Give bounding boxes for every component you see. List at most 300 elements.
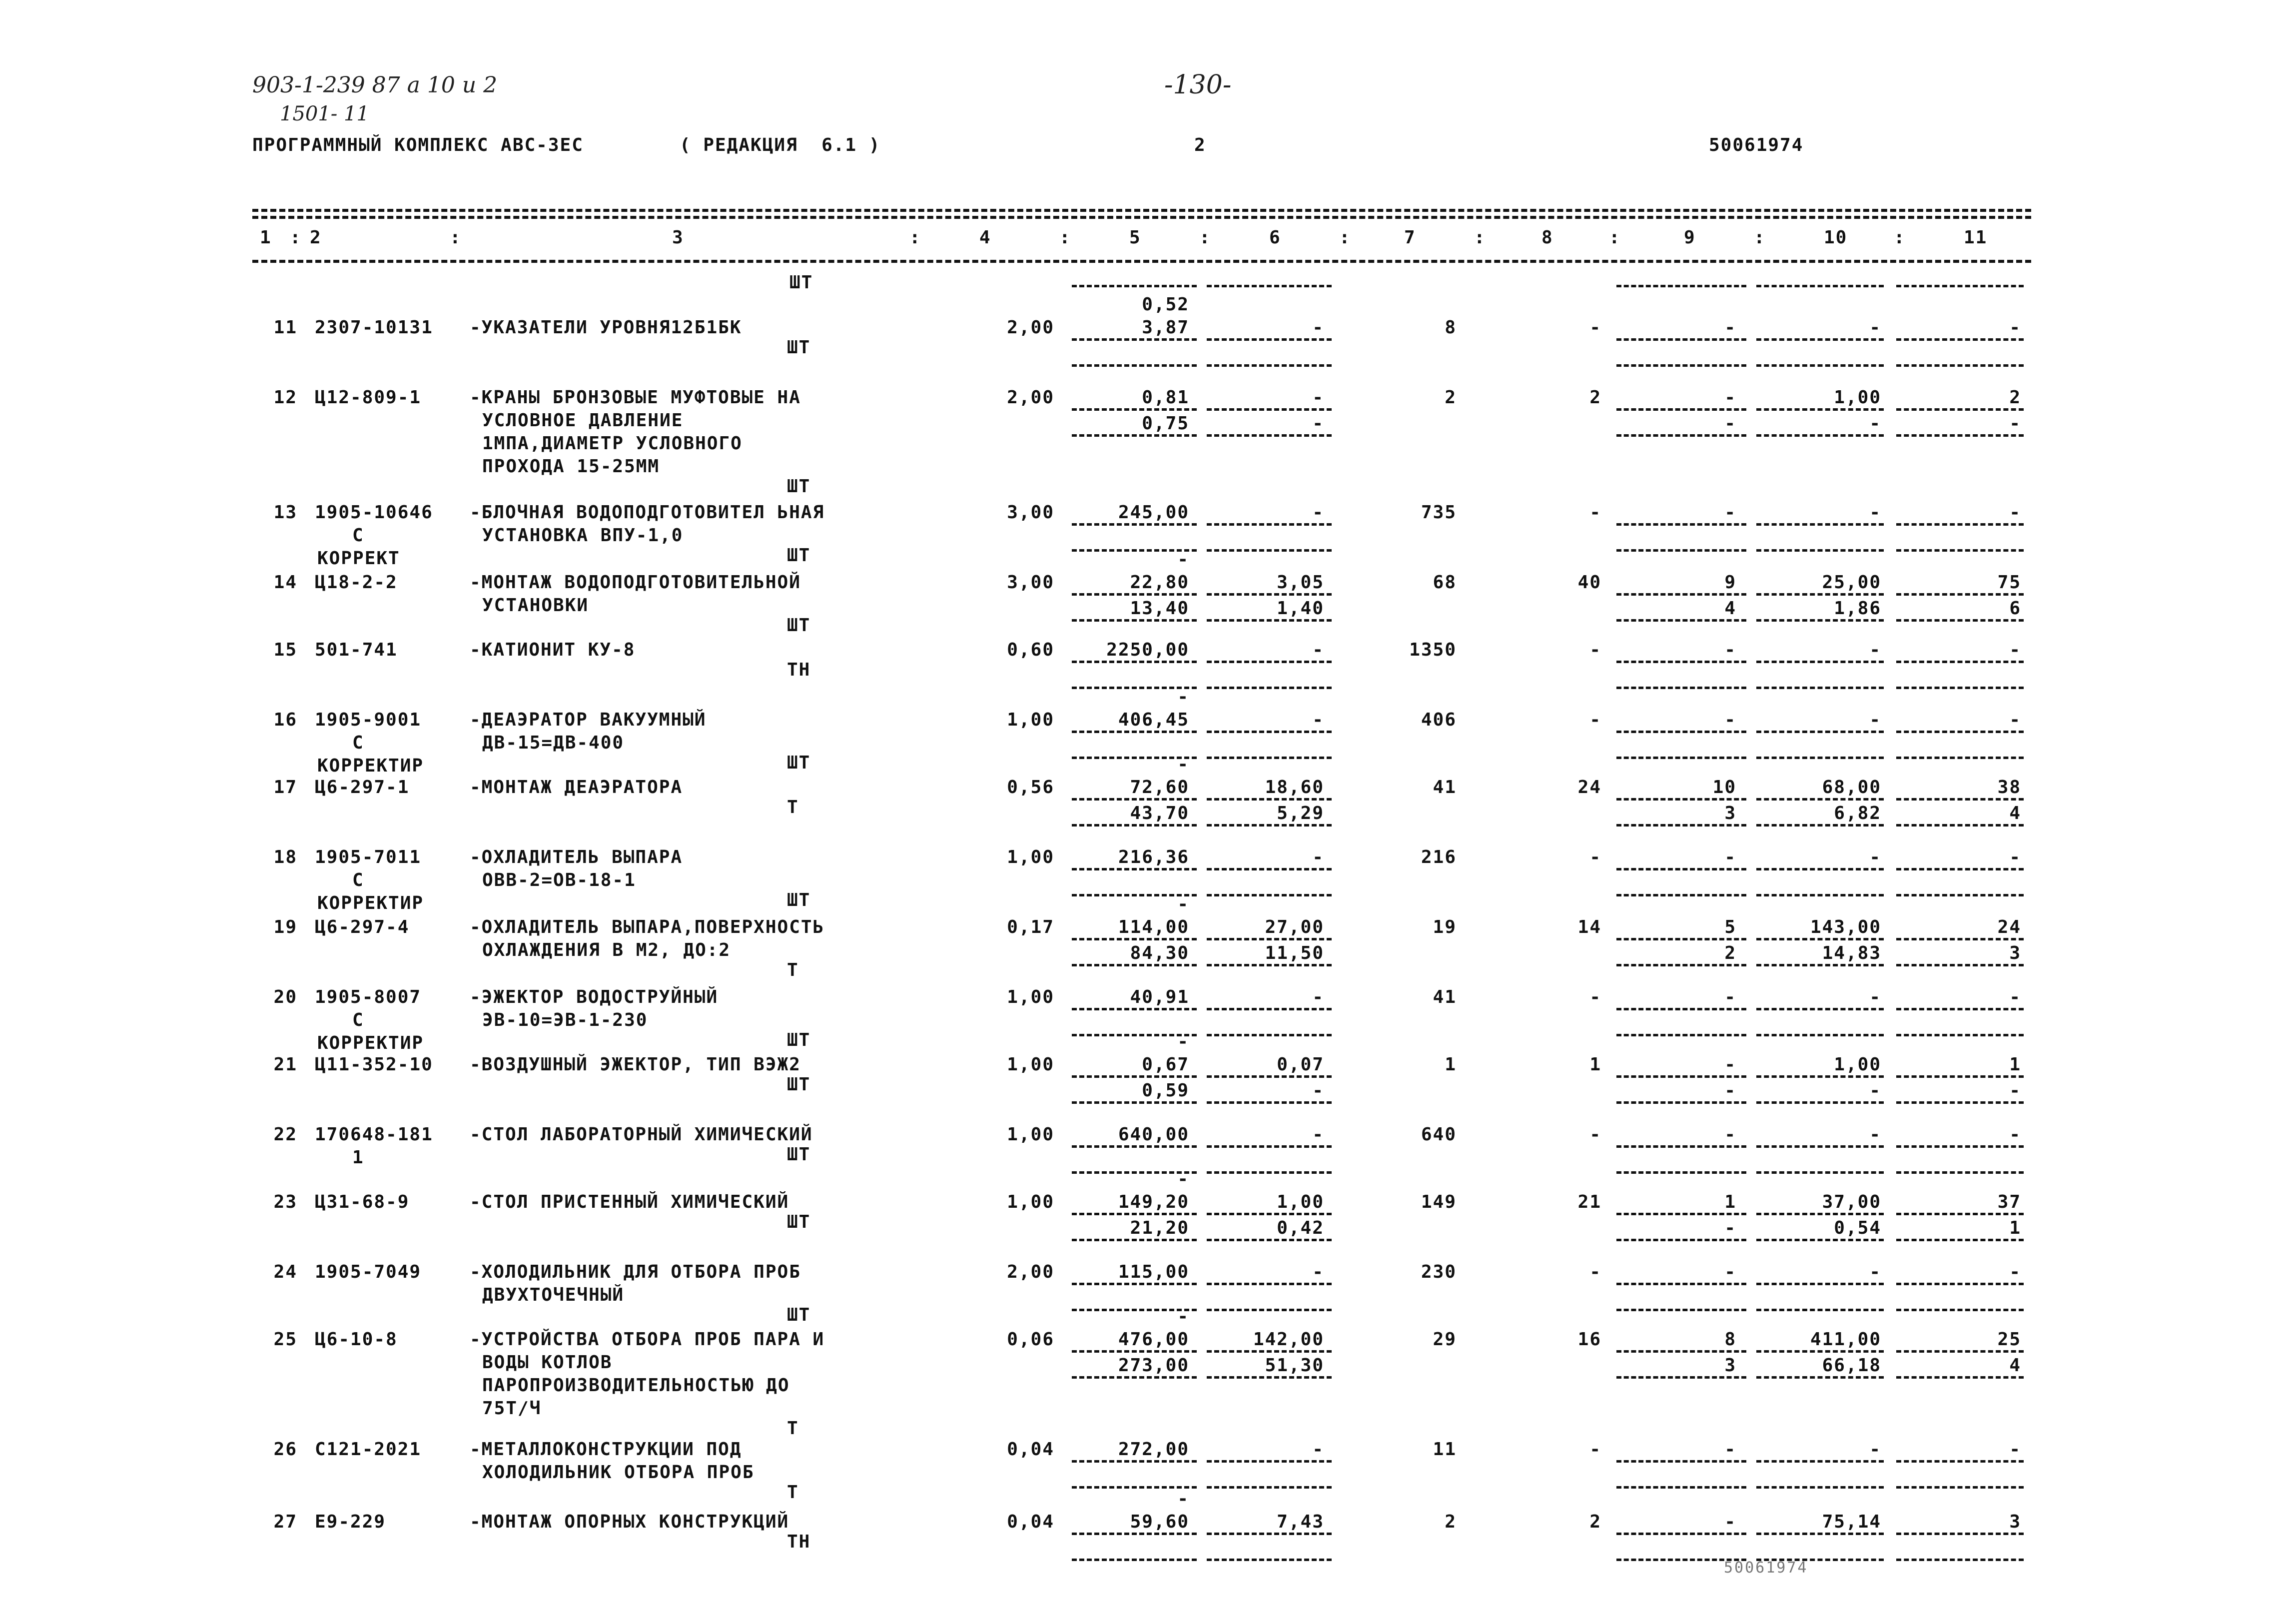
row-correction-label: КОРРЕКТИР xyxy=(317,1033,424,1053)
cell-underline xyxy=(1207,964,1332,966)
labor-secondary-cell: 6,82 xyxy=(1834,803,1881,823)
total-labor-secondary-cell: 4 xyxy=(2009,803,2021,823)
total-labor-cell: - xyxy=(2009,317,2021,338)
cell-underline xyxy=(1207,434,1332,437)
labor-cell: - xyxy=(1869,1262,1881,1282)
cell-underline xyxy=(1616,364,1746,367)
row-unit: ШТ xyxy=(787,1212,811,1232)
column-header-11: 11 xyxy=(1964,227,1988,248)
row-code: Ц6-297-1 xyxy=(315,777,410,798)
column-header-9: 9 xyxy=(1684,227,1696,248)
wage-cell: 1 xyxy=(1589,1054,1601,1075)
operation-secondary-cell: 11,50 xyxy=(1265,943,1324,963)
cell-underline xyxy=(1207,1486,1332,1489)
cell-underline xyxy=(1756,593,1884,596)
total-labor-cell: - xyxy=(2009,847,2021,867)
column-separator: : xyxy=(1894,227,1906,248)
unit-price-cell: 0,81 xyxy=(1142,387,1189,408)
cell-underline xyxy=(1616,549,1746,552)
cell-underline xyxy=(1072,434,1197,437)
total-labor-cell: 2 xyxy=(2009,387,2021,408)
price-upper-cell: - xyxy=(1177,1031,1189,1052)
row-code: Е9-229 xyxy=(315,1512,386,1532)
quantity-cell: 0,04 xyxy=(1007,1512,1054,1532)
price-secondary-cell: 273,00 xyxy=(1118,1355,1189,1376)
row-number: 15 xyxy=(273,640,297,660)
row-unit: ШТ xyxy=(787,753,811,773)
labor-secondary-cell: 14,83 xyxy=(1822,943,1881,963)
labor-cell: - xyxy=(1869,1124,1881,1145)
cell-underline xyxy=(1072,593,1197,596)
machine-cell: - xyxy=(1724,1262,1736,1282)
cell-underline xyxy=(1207,1101,1332,1104)
labor-secondary-cell: - xyxy=(1869,1080,1881,1101)
labor-cell: 1,00 xyxy=(1834,387,1881,408)
unit-price-cell: 476,00 xyxy=(1118,1329,1189,1350)
cell-underline xyxy=(1896,1145,2024,1148)
cell-underline xyxy=(1896,938,2024,940)
machine-cell: - xyxy=(1724,1124,1736,1145)
cell-underline xyxy=(1756,1376,1884,1379)
row-code: 1905-7049 xyxy=(315,1262,422,1282)
machine-secondary-cell: 4 xyxy=(1724,598,1736,619)
cell-underline xyxy=(1896,593,2024,596)
row-number: 19 xyxy=(273,917,297,937)
row-code: 1905-9001 xyxy=(315,710,422,730)
total-labor-cell: - xyxy=(2009,987,2021,1007)
cell-underline xyxy=(1072,868,1197,870)
quantity-cell: 1,00 xyxy=(1007,1124,1054,1145)
unit-price-cell: 216,36 xyxy=(1118,847,1189,867)
cell-underline xyxy=(1072,408,1197,411)
machine-cell: - xyxy=(1724,640,1736,660)
cell-underline xyxy=(1896,687,2024,689)
operation-cost-cell: - xyxy=(1312,502,1324,523)
row-code: Ц31-68-9 xyxy=(315,1192,410,1212)
cell-underline xyxy=(1616,1213,1746,1215)
column-separator: : xyxy=(1474,227,1486,248)
row-unit: ШТ xyxy=(787,1144,811,1165)
cell-underline xyxy=(1756,687,1884,689)
total-cost-cell: 41 xyxy=(1433,777,1457,798)
unit-price-cell: 22,80 xyxy=(1130,572,1189,593)
machine-cell: - xyxy=(1724,847,1736,867)
cell-underline xyxy=(1072,964,1197,966)
machine-cell: 9 xyxy=(1724,572,1736,593)
labor-secondary-cell: 66,18 xyxy=(1822,1355,1881,1376)
row-name-line: ЭВ-10=ЭВ-1-230 xyxy=(482,1010,648,1030)
total-cost-cell: 68 xyxy=(1433,572,1457,593)
cell-underline xyxy=(1072,364,1197,367)
machine-cell: 10 xyxy=(1712,777,1736,798)
cell-underline xyxy=(1756,964,1884,966)
total-cost-cell: 8 xyxy=(1445,317,1457,338)
cell-underline xyxy=(1756,619,1884,622)
total-labor-secondary-cell: - xyxy=(2009,1080,2021,1101)
cell-underline xyxy=(1072,285,1197,287)
cell-underline xyxy=(1072,1101,1197,1104)
header-rule xyxy=(252,260,2031,263)
cell-underline xyxy=(1896,824,2024,826)
cell-underline xyxy=(1616,285,1746,287)
total-labor-secondary-cell: 6 xyxy=(2009,598,2021,619)
cell-underline xyxy=(1896,1075,2024,1078)
unit-price-cell: 149,20 xyxy=(1118,1192,1189,1212)
row-unit: Т xyxy=(787,797,799,817)
row-name-line: 1МПА,ДИАМЕТР УСЛОВНОГО xyxy=(482,433,743,454)
row-name-line: ВОДЫ КОТЛОВ xyxy=(482,1352,613,1373)
cell-underline xyxy=(1072,798,1197,801)
labor-cell: 37,00 xyxy=(1822,1192,1881,1212)
total-labor-secondary-cell: 1 xyxy=(2009,1218,2021,1238)
cell-underline xyxy=(1756,1350,1884,1353)
row-code-suffix: 1 xyxy=(352,1147,364,1168)
cell-underline xyxy=(1616,1460,1746,1463)
machine-cell: 1 xyxy=(1724,1192,1736,1212)
cell-underline xyxy=(1896,1559,2024,1561)
labor-cell: 75,14 xyxy=(1822,1512,1881,1532)
total-labor-cell: 24 xyxy=(1997,917,2021,937)
labor-secondary-cell: - xyxy=(1869,413,1881,434)
row-number: 27 xyxy=(273,1512,297,1532)
row-number: 17 xyxy=(273,777,297,798)
cell-underline xyxy=(1072,1283,1197,1285)
machine-cell: 8 xyxy=(1724,1329,1736,1350)
unit-price-cell: 40,91 xyxy=(1130,987,1189,1007)
operation-cost-cell: 1,00 xyxy=(1277,1192,1324,1212)
cell-underline xyxy=(1896,364,2024,367)
cell-underline xyxy=(1616,1145,1746,1148)
cell-underline xyxy=(1616,1008,1746,1010)
labor-cell: - xyxy=(1869,987,1881,1007)
cell-underline xyxy=(1756,408,1884,411)
labor-cell: - xyxy=(1869,640,1881,660)
machine-cell: - xyxy=(1724,1054,1736,1075)
cell-underline xyxy=(1756,661,1884,663)
operation-cost-cell: 3,05 xyxy=(1277,572,1324,593)
row-code: Ц6-10-8 xyxy=(315,1329,398,1350)
row-number: 24 xyxy=(273,1262,297,1282)
wage-cell: 16 xyxy=(1577,1329,1601,1350)
row-code: 501-741 xyxy=(315,640,398,660)
total-cost-cell: 2 xyxy=(1445,387,1457,408)
cell-underline xyxy=(1072,731,1197,733)
row-unit: ШТ xyxy=(787,615,811,636)
cell-underline xyxy=(1756,731,1884,733)
row-name-line: -БЛОЧНАЯ ВОДОПОДГОТОВИТЕЛ ЬНАЯ xyxy=(470,502,825,523)
column-separator: : xyxy=(909,227,921,248)
labor-cell: - xyxy=(1869,1439,1881,1460)
top-rule xyxy=(252,209,2031,212)
operation-cost-cell: - xyxy=(1312,710,1324,730)
cell-underline xyxy=(1616,338,1746,341)
cell-underline xyxy=(1756,523,1884,526)
cell-underline xyxy=(1616,894,1746,896)
operation-secondary-cell: 1,40 xyxy=(1277,598,1324,619)
cell-underline xyxy=(1896,1309,2024,1311)
cell-underline xyxy=(1756,338,1884,341)
cell-underline xyxy=(1207,593,1332,596)
cell-underline xyxy=(1207,364,1332,367)
unit-price-cell: 272,00 xyxy=(1118,1439,1189,1460)
row-name-line: -ОХЛАДИТЕЛЬ ВЫПАРА xyxy=(470,847,683,867)
cell-underline xyxy=(1072,523,1197,526)
row-code-suffix: С xyxy=(352,733,364,753)
row-code-suffix: С xyxy=(352,1010,364,1030)
operation-cost-cell: - xyxy=(1312,1262,1324,1282)
total-labor-cell: 75 xyxy=(1997,572,2021,593)
row-name-line: -ДЕАЭРАТОР ВАКУУМНЫЙ xyxy=(470,710,707,730)
cell-underline xyxy=(1616,687,1746,689)
labor-secondary-cell: 1,86 xyxy=(1834,598,1881,619)
quantity-cell: 0,56 xyxy=(1007,777,1054,798)
cell-underline xyxy=(1756,1101,1884,1104)
cell-underline xyxy=(1756,285,1884,287)
cell-underline xyxy=(1756,434,1884,437)
cell-underline xyxy=(1072,338,1197,341)
cell-underline xyxy=(1896,1533,2024,1535)
handwritten-sheet: 1501- 11 xyxy=(280,102,369,125)
total-labor-cell: - xyxy=(2009,1262,2021,1282)
row-number: 23 xyxy=(273,1192,297,1212)
price-secondary-cell: 43,70 xyxy=(1130,803,1189,823)
wage-cell: - xyxy=(1589,987,1601,1007)
machine-secondary-cell: - xyxy=(1724,1218,1736,1238)
edition-label: ( РЕДАКЦИЯ 6.1 ) xyxy=(680,135,881,155)
cell-underline xyxy=(1896,523,2024,526)
cell-underline xyxy=(1756,868,1884,870)
cell-underline xyxy=(1207,868,1332,870)
operation-cost-cell: - xyxy=(1312,1124,1324,1145)
total-cost-cell: 29 xyxy=(1433,1329,1457,1350)
unit-price-cell: 3,87 xyxy=(1142,317,1189,338)
cell-underline xyxy=(1896,434,2024,437)
price-secondary-cell: 84,30 xyxy=(1130,943,1189,963)
row-correction-label: КОРРЕКТИР xyxy=(317,893,424,913)
cell-underline xyxy=(1072,661,1197,663)
machine-secondary-cell: - xyxy=(1724,413,1736,434)
row-name-line: -ОХЛАДИТЕЛЬ ВЫПАРА,ПОВЕРХНОСТЬ xyxy=(470,917,825,937)
cell-underline xyxy=(1207,1008,1332,1010)
cell-underline xyxy=(1072,1075,1197,1078)
cell-underline xyxy=(1207,1145,1332,1148)
unit-price-cell: 245,00 xyxy=(1118,502,1189,523)
column-header-3: 3 xyxy=(672,227,684,248)
cell-underline xyxy=(1616,1376,1746,1379)
cell-underline xyxy=(1616,964,1746,966)
unit-price-cell: 2250,00 xyxy=(1106,640,1189,660)
cell-underline xyxy=(1207,1213,1332,1215)
total-cost-cell: 735 xyxy=(1421,502,1457,523)
cell-underline xyxy=(1207,661,1332,663)
price-secondary-cell: 21,20 xyxy=(1130,1218,1189,1238)
column-header-8: 8 xyxy=(1541,227,1553,248)
continuation-unit: ШТ xyxy=(789,272,813,293)
operation-cost-cell: - xyxy=(1312,847,1324,867)
wage-cell: - xyxy=(1589,317,1601,338)
cell-underline xyxy=(1207,1283,1332,1285)
row-unit: Т xyxy=(787,1482,799,1503)
cell-underline xyxy=(1756,894,1884,896)
labor-cell: - xyxy=(1869,710,1881,730)
cell-underline xyxy=(1896,1008,2024,1010)
row-number: 21 xyxy=(273,1054,297,1075)
cell-underline xyxy=(1756,1533,1884,1535)
column-header-1: 1 xyxy=(260,227,272,248)
cell-underline xyxy=(1756,1034,1884,1036)
cell-underline xyxy=(1207,1239,1332,1241)
total-cost-cell: 230 xyxy=(1421,1262,1457,1282)
row-name-line: ДВУХТОЧЕЧНЫЙ xyxy=(482,1285,625,1305)
cell-underline xyxy=(1616,523,1746,526)
cell-underline xyxy=(1756,1460,1884,1463)
price-upper-cell: - xyxy=(1177,1306,1189,1327)
cell-underline xyxy=(1207,549,1332,552)
cell-underline xyxy=(1616,661,1746,663)
cell-underline xyxy=(1756,1213,1884,1215)
quantity-cell: 2,00 xyxy=(1007,317,1054,338)
column-header-7: 7 xyxy=(1404,227,1416,248)
wage-cell: - xyxy=(1589,1124,1601,1145)
cell-underline xyxy=(1616,1486,1746,1489)
cell-underline xyxy=(1207,1376,1332,1379)
row-number: 12 xyxy=(273,387,297,408)
unit-price-cell: 72,60 xyxy=(1130,777,1189,798)
cell-underline xyxy=(1616,798,1746,801)
labor-cell: 1,00 xyxy=(1834,1054,1881,1075)
cell-underline xyxy=(1072,938,1197,940)
operation-cost-cell: 27,00 xyxy=(1265,917,1324,937)
cell-underline xyxy=(1896,964,2024,966)
cell-underline xyxy=(1616,593,1746,596)
operation-secondary-cell: 51,30 xyxy=(1265,1355,1324,1376)
operation-secondary-cell: 0,42 xyxy=(1277,1218,1324,1238)
labor-cell: 143,00 xyxy=(1810,917,1881,937)
machine-cell: - xyxy=(1724,1439,1736,1460)
cell-underline xyxy=(1207,824,1332,826)
operation-cost-cell: 142,00 xyxy=(1253,1329,1324,1350)
row-correction-label: КОРРЕКТИР xyxy=(317,756,424,776)
cell-underline xyxy=(1072,1376,1197,1379)
cell-underline xyxy=(1207,798,1332,801)
row-unit: ШТ xyxy=(787,1074,811,1095)
quantity-cell: 1,00 xyxy=(1007,710,1054,730)
column-separator: : xyxy=(1609,227,1621,248)
machine-secondary-cell: 2 xyxy=(1724,943,1736,963)
cell-underline xyxy=(1896,338,2024,341)
row-name-line: -ХОЛОДИЛЬНИК ДЛЯ ОТБОРА ПРОБ xyxy=(470,1262,801,1282)
cell-underline xyxy=(1756,364,1884,367)
cell-underline xyxy=(1072,1460,1197,1463)
cell-underline xyxy=(1616,1101,1746,1104)
row-code: 1905-10646 xyxy=(315,502,433,523)
cell-underline xyxy=(1756,1309,1884,1311)
total-cost-cell: 640 xyxy=(1421,1124,1457,1145)
cell-underline xyxy=(1072,1533,1197,1535)
row-code-suffix: С xyxy=(352,525,364,546)
cell-underline xyxy=(1207,1460,1332,1463)
cell-underline xyxy=(1896,285,2024,287)
row-correction-label: КОРРЕКТ xyxy=(317,548,400,569)
wage-cell: - xyxy=(1589,640,1601,660)
total-labor-cell: 38 xyxy=(1997,777,2021,798)
operation-cost-cell: - xyxy=(1312,317,1324,338)
row-unit: Т xyxy=(787,1418,799,1439)
row-number: 18 xyxy=(273,847,297,867)
cell-underline xyxy=(1756,757,1884,759)
cell-underline xyxy=(1756,549,1884,552)
cell-underline xyxy=(1072,1239,1197,1241)
cell-underline xyxy=(1207,1350,1332,1353)
column-separator: : xyxy=(1059,227,1071,248)
cell-underline xyxy=(1616,619,1746,622)
column-header-10: 10 xyxy=(1824,227,1848,248)
total-cost-cell: 406 xyxy=(1421,710,1457,730)
operation-cost-cell: - xyxy=(1312,1439,1324,1460)
row-unit: Т xyxy=(787,960,799,980)
column-separator: : xyxy=(1754,227,1766,248)
cell-underline xyxy=(1072,1350,1197,1353)
cell-underline xyxy=(1896,1171,2024,1174)
row-name-line: ПАРОПРОИЗВОДИТЕЛЬНОСТЬЮ ДО xyxy=(482,1375,790,1396)
unit-price-cell: 59,60 xyxy=(1130,1512,1189,1532)
price-upper-cell: 0,52 xyxy=(1142,294,1189,315)
row-name-line: -СТОЛ ПРИСТЕННЫЙ ХИМИЧЕСКИЙ xyxy=(470,1192,789,1212)
operation-cost-cell: 18,60 xyxy=(1265,777,1324,798)
row-name-line: ХОЛОДИЛЬНИК ОТБОРА ПРОБ xyxy=(482,1462,755,1483)
machine-cell: - xyxy=(1724,387,1736,408)
total-cost-cell: 1 xyxy=(1445,1054,1457,1075)
row-unit: ТН xyxy=(787,660,811,680)
cell-underline xyxy=(1207,757,1332,759)
cell-underline xyxy=(1756,1486,1884,1489)
cell-underline xyxy=(1207,338,1332,341)
wage-cell: 24 xyxy=(1577,777,1601,798)
quantity-cell: 1,00 xyxy=(1007,847,1054,867)
quantity-cell: 1,00 xyxy=(1007,1192,1054,1212)
row-code-suffix: С xyxy=(352,870,364,890)
unit-price-cell: 406,45 xyxy=(1118,710,1189,730)
cell-underline xyxy=(1896,549,2024,552)
cell-underline xyxy=(1207,619,1332,622)
labor-cell: - xyxy=(1869,502,1881,523)
cell-underline xyxy=(1756,798,1884,801)
operation-secondary-cell: 5,29 xyxy=(1277,803,1324,823)
operation-secondary-cell: - xyxy=(1312,1080,1324,1101)
price-upper-cell: - xyxy=(1177,549,1189,570)
total-labor-secondary-cell: 4 xyxy=(2009,1355,2021,1376)
operation-cost-cell: - xyxy=(1312,987,1324,1007)
footer-stamp: 50061974 xyxy=(1724,1559,1808,1577)
row-number: 14 xyxy=(273,572,297,593)
row-code: 170648-181 xyxy=(315,1124,433,1145)
row-code: С121-2021 xyxy=(315,1439,422,1460)
machine-cell: - xyxy=(1724,987,1736,1007)
cell-underline xyxy=(1756,1283,1884,1285)
row-code: 1905-8007 xyxy=(315,987,422,1007)
cell-underline xyxy=(1207,731,1332,733)
row-number: 11 xyxy=(273,317,297,338)
row-code: Ц6-297-4 xyxy=(315,917,410,937)
total-labor-cell: - xyxy=(2009,1439,2021,1460)
top-rule-2 xyxy=(252,216,2031,219)
cell-underline xyxy=(1756,1075,1884,1078)
cell-underline xyxy=(1616,1309,1746,1311)
row-code: Ц18-2-2 xyxy=(315,572,398,593)
operation-cost-cell: - xyxy=(1312,640,1324,660)
cell-underline xyxy=(1616,1171,1746,1174)
total-labor-cell: 37 xyxy=(1997,1192,2021,1212)
